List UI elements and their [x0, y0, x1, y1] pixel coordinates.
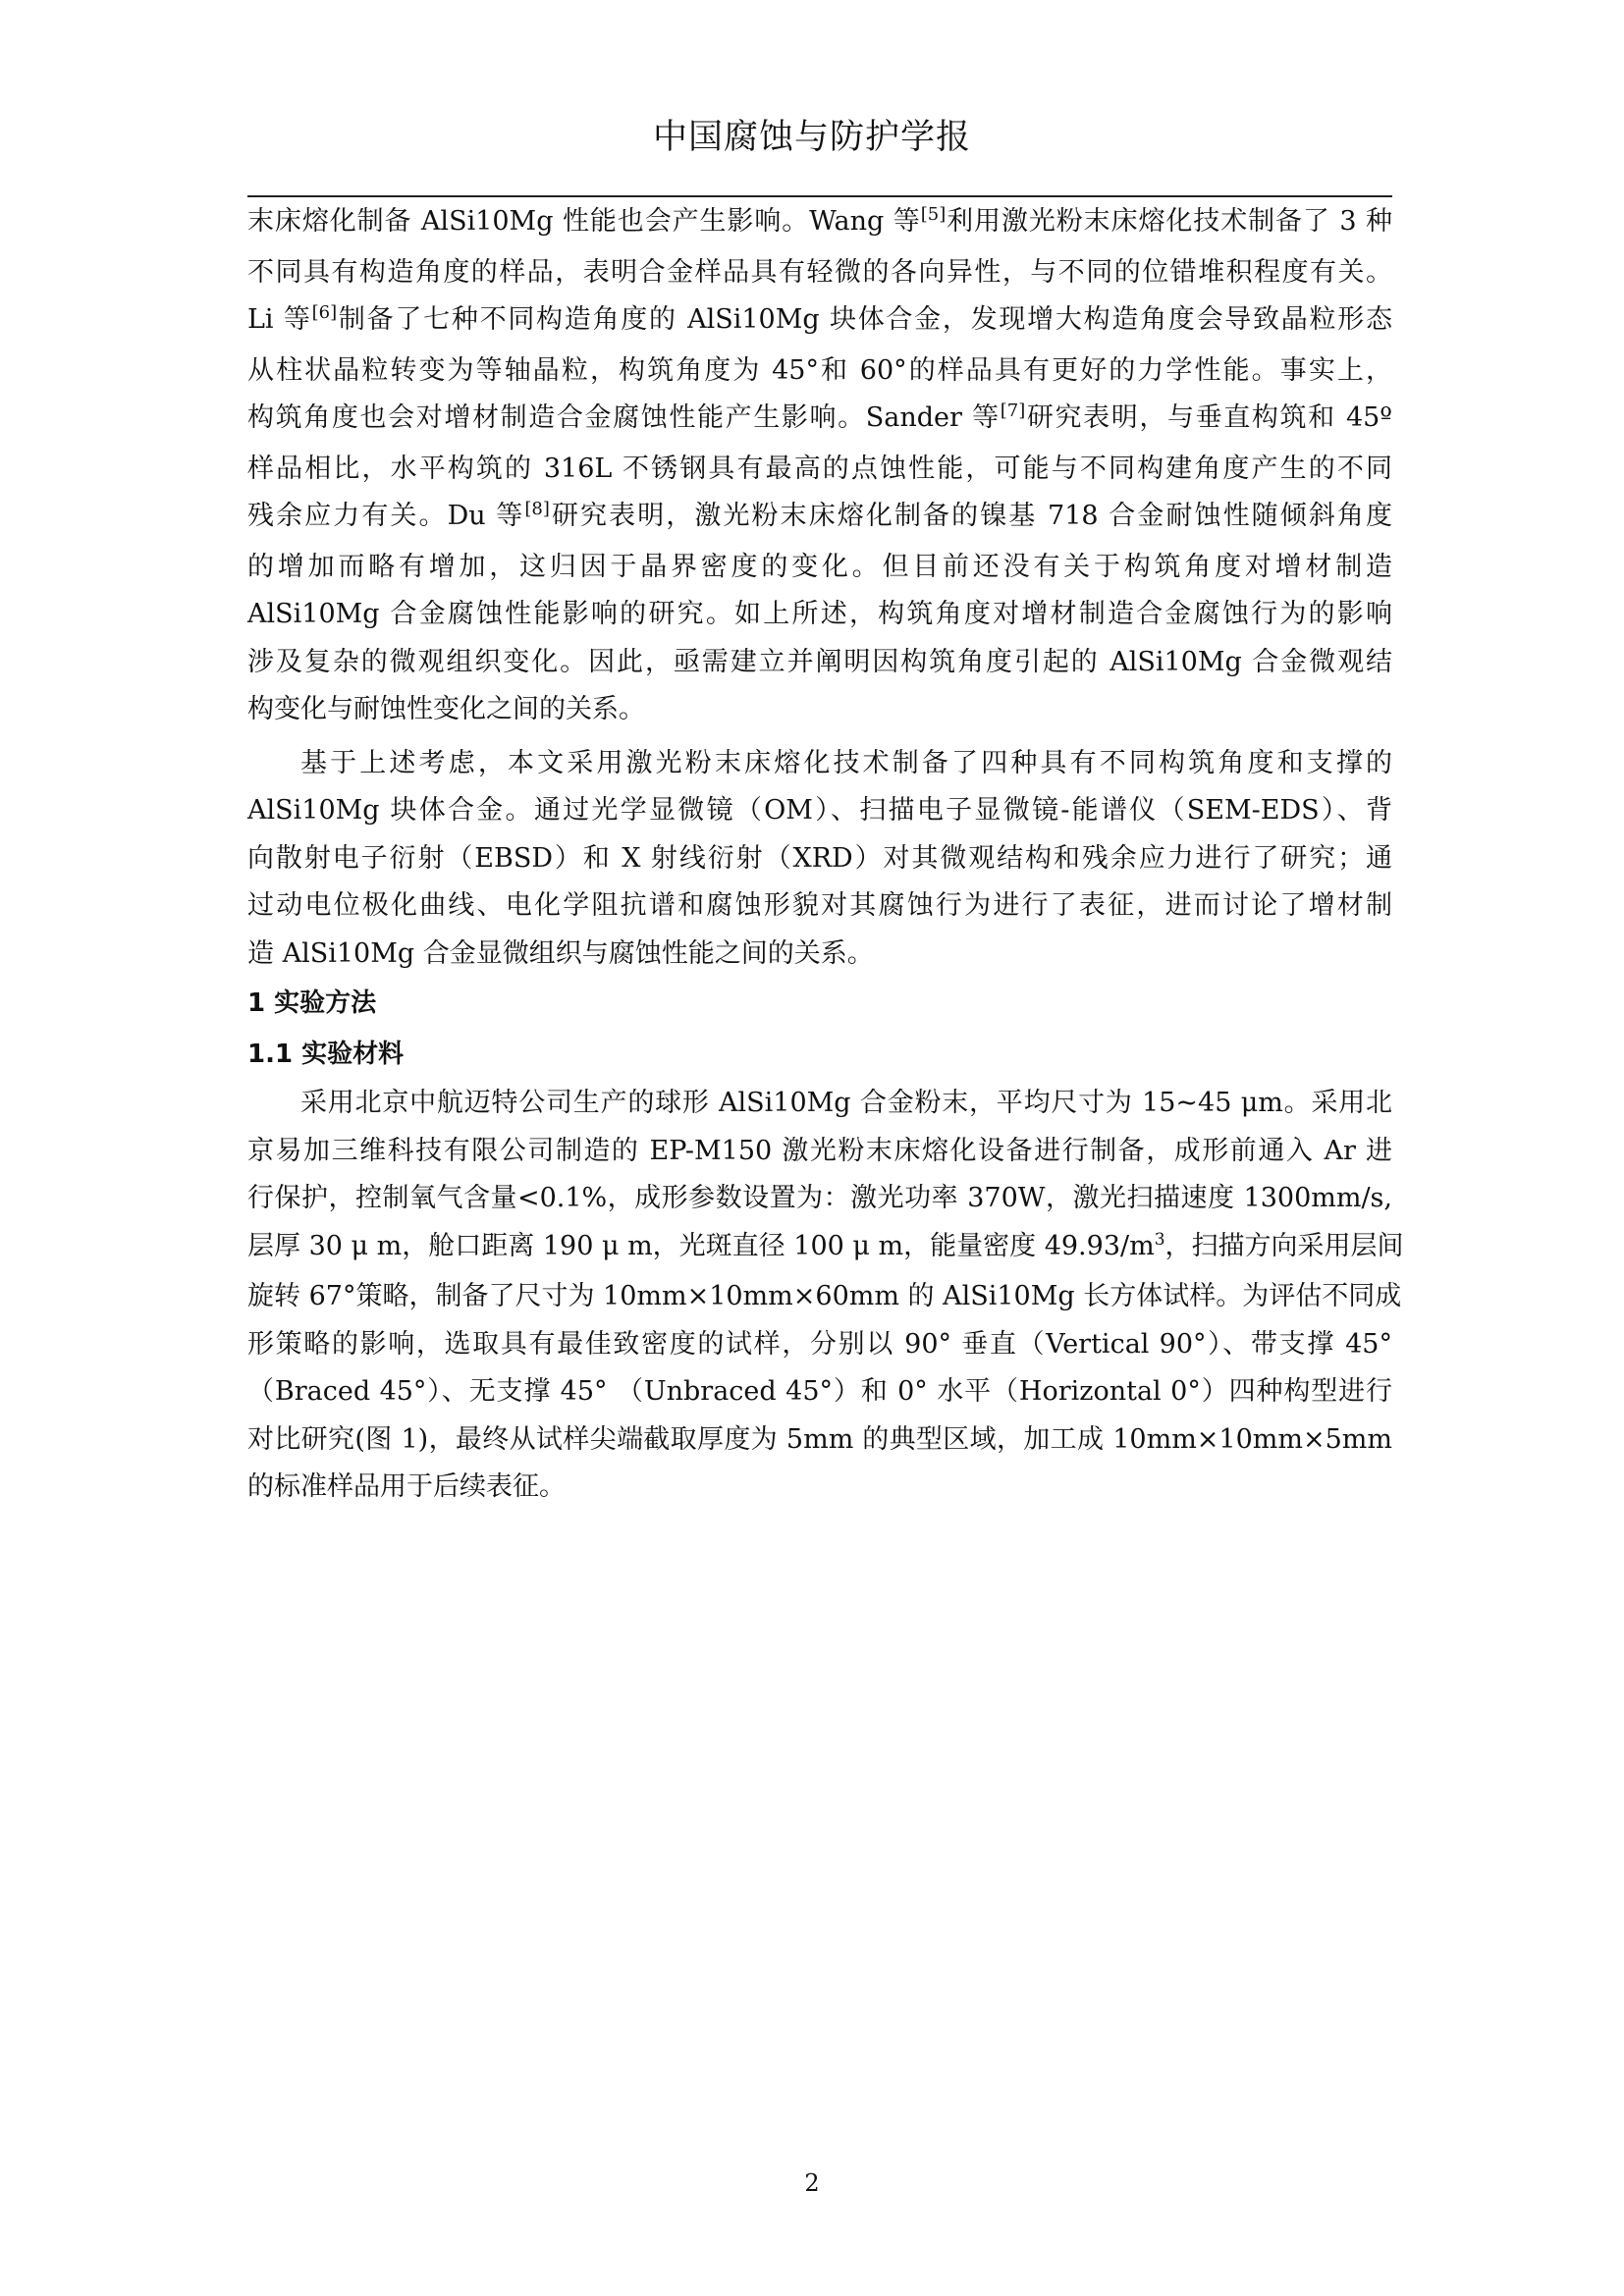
text-line: 样品相比，水平构筑的 316L 不锈钢具有最高的点蚀性能，可能与不同构建角度产生的不同	[247, 453, 1392, 484]
text-run: 利用激光粉末床熔化技术制备了 3 种	[946, 206, 1392, 237]
subsection-heading: 1.1 实验材料	[247, 1040, 405, 1069]
page-number: 2	[804, 2169, 820, 2197]
text-run: ，扫描方向采用层间	[1164, 1230, 1404, 1261]
text-line	[247, 493, 1392, 544]
text-run: Li 等	[247, 304, 312, 335]
text-line: 不同具有构造角度的样品，表明合金样品具有轻微的各向异性，与不同的位错堆积程度有关。	[247, 256, 1392, 288]
text-line: AlSi10Mg 块体合金。通过光学显微镜（OM）、扫描电子显微镜-能谱仪（SEM-EDS）、背	[247, 795, 1392, 826]
text-line: 构变化与耐蚀性变化之间的关系。	[247, 694, 645, 724]
text-run: 研究表明，与垂直构筑和 45º	[1025, 402, 1392, 433]
page-body	[247, 198, 1404, 1512]
materials-paragraph	[247, 1080, 1404, 1512]
journal-title: 中国腐蚀与防护学报	[652, 118, 971, 157]
text-line: 京易加三维科技有限公司制造的 EP-M150 激光粉末床熔化设备进行制备，成形前通入 Ar 进	[247, 1135, 1392, 1166]
text-line: 形策略的影响，选取具有最佳致密度的试样，分别以 90° 垂直（Vertical 90°）、带支撑 45°	[247, 1328, 1392, 1360]
text-line: 的标准样品用于后续表征。	[247, 1471, 566, 1502]
text-run: 末床熔化制备 AlSi10Mg 性能也会产生影响。Wang 等	[247, 206, 921, 237]
text-line: 造 AlSi10Mg 合金显微组织与腐蚀性能之间的关系。	[247, 937, 874, 969]
text-line: AlSi10Mg 合金腐蚀性能影响的研究。如上所述，构筑角度对增材制造合金腐蚀行为的影响	[247, 599, 1392, 629]
intro-paragraph	[247, 198, 1392, 734]
text-run: 研究表明，激光粉末床熔化制备的镍基 718 合金耐蚀性随倾斜角度	[549, 501, 1392, 531]
text-line: （Braced 45°）、无支撑 45° （Unbraced 45°）和 0° 水平（Horizontal 0°）四种构型进行	[247, 1376, 1392, 1407]
citation-ref: [8]	[524, 499, 550, 519]
text-line: 行保护，控制氧气含量<0.1%，成形参数设置为：激光功率 370W，激光扫描速度 1300mm/s,	[247, 1183, 1392, 1213]
citation-ref: [7]	[1000, 400, 1026, 421]
text-run: 构筑角度也会对增材制造合金腐蚀性能产生影响。Sander 等	[247, 402, 1001, 433]
text-line: 对比研究(图 1)，最终从试样尖端截取厚度为 5mm 的典型区域，加工成 10mm×10mm×5mm	[247, 1423, 1392, 1455]
scope-paragraph	[247, 740, 1392, 979]
text-line	[247, 395, 1392, 446]
text-line: 涉及复杂的微观组织变化。因此，亟需建立并阐明因构筑角度引起的 AlSi10Mg 合金微观结	[247, 646, 1392, 677]
text-run: 制备了七种不同构造角度的 AlSi10Mg 块体合金，发现增大构造角度会导致晶粒形态	[337, 304, 1393, 335]
text-line: 向散射电子衍射（EBSD）和 X 射线衍射（XRD）对其微观结构和残余应力进行了研究；通	[247, 842, 1392, 874]
section-heading: 1 实验方法	[247, 988, 377, 1018]
text-line	[247, 1223, 1404, 1274]
superscript: 3	[1154, 1229, 1165, 1250]
text-line: 基于上述考虑，本文采用激光粉末床熔化技术制备了四种具有不同构筑角度和支撑的	[300, 747, 1392, 778]
text-line	[247, 296, 1392, 347]
text-line: 采用北京中航迈特公司生产的球形 AlSi10Mg 合金粉末，平均尺寸为 15~45 μm。采用北	[300, 1088, 1392, 1118]
text-run: 残余应力有关。Du 等	[247, 501, 525, 531]
citation-ref: [6]	[311, 302, 338, 323]
text-run: 层厚 30 μ m，舱口距离 190 μ m，光斑直径 100 μ m，能量密度 49.93/m	[247, 1230, 1155, 1261]
text-line: 从柱状晶粒转变为等轴晶粒，构筑角度为 45°和 60°的样品具有更好的力学性能。事实上，	[247, 354, 1392, 386]
text-line: 旋转 67°策略，制备了尺寸为 10mm×10mm×60mm 的 AlSi10Mg 长方体试样。为评估不同成	[247, 1281, 1402, 1311]
text-line: 的增加而略有增加，这归因于晶界密度的变化。但目前还没有关于构筑角度对增材制造	[247, 551, 1392, 582]
text-line: 过动电位极化曲线、电化学阻抗谱和腐蚀形貌对其腐蚀行为进行了表征，进而讨论了增材制	[247, 890, 1392, 921]
header-divider	[247, 195, 1392, 197]
citation-ref: [5]	[920, 204, 947, 225]
text-line	[247, 198, 1392, 249]
